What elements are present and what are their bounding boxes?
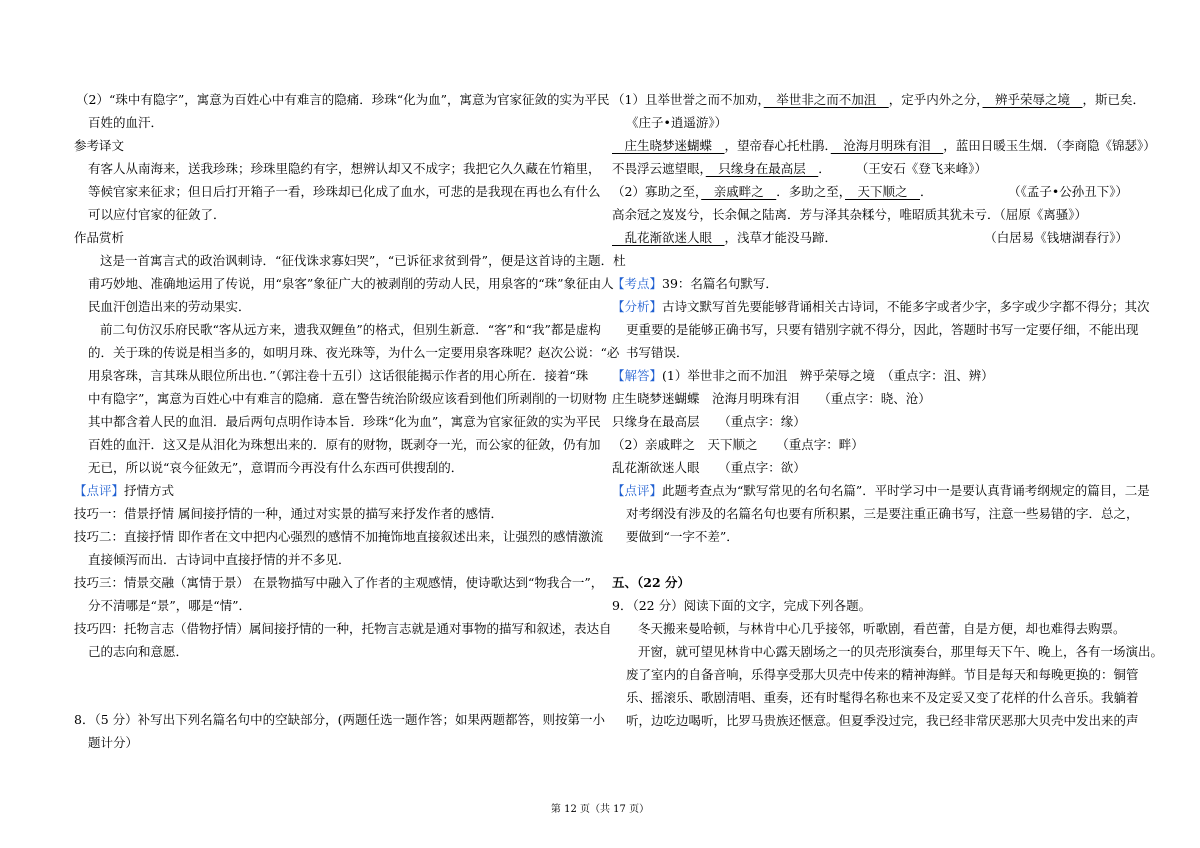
answer-blank: 沧海月明珠有泪 [830, 138, 944, 153]
solution-line: （2）亲戚畔之 天下顺之 （重点字：畔） [612, 437, 864, 452]
passage-line: 冬天搬来曼哈顿，与林肯中心几乎接邻，听歌剧，看芭蕾，自是方便，却也难得去购票。 [638, 621, 1126, 636]
translation-line: 可以应付官家的征敛了． [88, 207, 226, 222]
solution-line [612, 368, 994, 384]
question-8-cont: 题计分） [88, 735, 139, 750]
text: ． [920, 184, 933, 199]
solution-line: 庄生晓梦迷蝴蝶 沧海月明珠有泪 （重点字：晓、沧） [612, 391, 931, 406]
appreciation-line: 的．关于珠的传说是相当多的，如明月珠、夜光珠等，为什么一定要用泉客珠呢？赵次公说：“必 [88, 345, 620, 360]
appreciation-line: 百姓的血汗．这又是从泪化为珠想出来的．原有的财物，既剥夺一光，而公家的征敛，仍有加 [88, 437, 601, 452]
technique-3: 技巧三：情景交融（寓情于景） 在景物描写中融入了作者的主观感情，使诗歌达到“物我合一”， [74, 575, 604, 590]
kaodian-text: 39：名篇名句默写． [662, 276, 778, 291]
analysis-line: 书写错误． [626, 345, 689, 360]
appreciation-line: 用泉客珠，言其珠从眼位所出也．”（郭注卷十五引）这话很能揭示作者的用心所在．接着“珠 [88, 368, 589, 383]
poem-line: 高余冠之岌岌兮，长余佩之陆离．芳与泽其杂糅兮，唯昭质其犹未亏．（屈原《离骚》） [612, 207, 1088, 222]
answer-blank: 只缘身在最高层 [705, 161, 819, 176]
passage-line: 听，边吃边喝听，比罗马贵族还惬意。但夏季没过完，我已经非常厌恶那大贝壳中发出来的声 [626, 713, 1139, 728]
fill-line-4 [612, 184, 1128, 200]
comment-line [612, 483, 1150, 499]
source-label: （《孟子•公孙丑下》） [1008, 184, 1128, 199]
comment-line: 要做到“一字不差”． [626, 529, 739, 544]
answer-blank: 举世非之而不加沮 [763, 92, 889, 107]
text: ，望帝春心托杜鹃． [724, 138, 831, 153]
section-5-heading: 五、（22 分） [612, 575, 690, 590]
appreciation-line: 民血汗创造出来的劳动果实． [88, 299, 251, 314]
text: ，定乎内外之分， [888, 92, 983, 107]
solution-tag: 【解答】 [612, 368, 663, 383]
technique-3-cont: 分不清哪是“景”，哪是“情”． [88, 598, 252, 613]
answer-blank: 乱花渐欲迷人眼 [612, 230, 725, 245]
solution-text: (1）举世非之而不加沮 辨乎荣辱之境 （重点字：沮、辨） [662, 368, 994, 383]
comment-text: 此题考查点为“默写常见的名句名篇”．平时学习中一是要认真背诵考纲规定的篇目，二是 [662, 483, 1150, 498]
answer-blank: 天下顺之 [845, 184, 921, 199]
text: （2）寡助之至， [612, 184, 702, 199]
source-line: 《庄子•逍遥游》） [626, 115, 728, 130]
translation-line: 有客人从南海来，送我珍珠；珍珠里隐约有字，想辨认却又不成字；我把它久久藏在竹箱里， [88, 161, 601, 176]
passage-line: 废了室内的自备音响，乐得享受那大贝壳中传来的精神海鲜。节目是每天和每晚更换的：铜管 [626, 667, 1139, 682]
answer-blank: 亲戚畔之 [701, 184, 777, 199]
comment-tag: 【点评】 [612, 483, 663, 498]
page-number: 第 12 页（共 17 页） [550, 804, 650, 815]
appreciation-line: 前二句仿汉乐府民歌“客从远方来，遗我双鲤鱼”的格式，但别生新意．“客”和“我”都是虚构 [100, 322, 601, 337]
text: （1）且举世誉之而不加劝， [612, 92, 764, 107]
technique-1: 技巧一：借景抒情 属间接抒情的一种，通过对实景的描写来抒发作者的感情． [74, 506, 503, 521]
reference-translation-heading: 参考译文 [74, 138, 125, 153]
fill-line-5 [612, 230, 1128, 246]
analysis-line: 更重要的是能够正确书写，只要有错别字就不得分，因此，答题时书写一定要仔细，不能出现 [626, 322, 1139, 337]
technique-2-cont: 直接倾泻而出．古诗词中直接抒情的并不多见． [88, 552, 351, 567]
comment-text: 抒情方式 [124, 483, 175, 498]
technique-2: 技巧二：直接抒情 即作者在文中把内心强烈的感情不加掩饰地直接叙述出来，让强烈的感情激流 [74, 529, 603, 544]
solution-line: 只缘身在最高层 （重点字：缘） [612, 414, 806, 429]
text: 不畏浮云遮望眼， [612, 161, 706, 176]
text: ，蓝田日暖玉生烟．（李商隐《锦瑟》） [943, 138, 1156, 153]
comment-tag: 【点评】 [74, 483, 125, 498]
appreciation-line: 无已，所以说“哀今征敛无”，意谓而今再没有什么东西可供搜刮的． [88, 460, 464, 475]
answer-blank: 庄生晓梦迷蝴蝶 [612, 138, 725, 153]
comment-line: 对考纲没有涉及的名篇名句也要有所积累，三是要注重正确书写，注意一些易错的字．总之， [626, 506, 1139, 521]
text: ． （王安石《登飞来峰》） [818, 161, 988, 176]
answer-2-line: 百姓的血汗． [88, 115, 164, 130]
kaodian-tag: 【考点】 [612, 276, 663, 291]
analysis-tag: 【分析】 [612, 299, 663, 314]
technique-4: 技巧四：托物言志（借物抒情）属间接抒情的一种，托物言志就是通对事物的描写和叙述，表达自 [74, 621, 612, 636]
fill-line-2 [612, 138, 1156, 154]
comment-line [74, 483, 174, 499]
technique-4-cont: 己的志向和意愿． [88, 644, 189, 659]
fill-line-3 [612, 161, 987, 177]
appreciation-line: 这是一首寓言式的政治讽刺诗．“征伐诛求寡妇哭”，“已诉征求贫到骨”，便是这首诗的主题．杜 [100, 253, 626, 268]
appreciation-line: 甫巧妙地、准确地运用了传说，用“泉客”象征广大的被剥削的劳动人民，用泉客的“珠”象征由人 [88, 276, 614, 291]
text: ，斯已矣． [1082, 92, 1146, 107]
passage-line: 开窗，就可望见林肯中心露天剧场之一的贝壳形演奏台，那里每天下午、晚上，各有一场演出。 [638, 644, 1164, 659]
text: ，浅草才能没马蹄． [724, 230, 838, 245]
appreciation-heading: 作品赏析 [74, 230, 125, 245]
translation-line: 等候官家来征求；但日后打开箱子一看，珍珠却已化成了血水，可悲的是我现在再也么有什么 [88, 184, 601, 199]
appreciation-line: 其中都含着人民的血泪．最后两句点明作诗本旨．珍珠“化为血”，寓意为官家征敛的实为平民 [88, 414, 601, 429]
analysis-text: 古诗文默写首先要能够背诵相关古诗词，不能多字或者少字，多字或少字都不得分；其次 [662, 299, 1150, 314]
question-9: 9．（22 分）阅读下面的文字，完成下列各题。 [612, 598, 872, 613]
answer-2-line: （2）“珠中有隐字”，寓意为百姓心中有难言的隐痛．珍珠“化为血”，寓意为官家征敛的实为平民 [76, 92, 610, 107]
solution-line: 乱花渐欲迷人眼 （重点字：欲） [612, 460, 806, 475]
answer-blank: 辨乎荣辱之境 [982, 92, 1083, 107]
analysis-line [612, 299, 1150, 315]
passage-line: 乐、摇滚乐、歌剧清唱、重奏，还有时髦得名称也来不及定妥又变了花样的什么音乐。我躺着 [626, 690, 1139, 705]
source-label: （白居易《钱塘湖春行》） [984, 230, 1128, 245]
question-8: 8．（5 分）补写出下列名篇名句中的空缺部分，(两题任选一题作答；如果两题都答，则按第一小 [74, 712, 606, 727]
fill-line-1 [612, 92, 1145, 108]
appreciation-line: 中有隐字”，寓意为百姓心中有难言的隐痛．意在警告统治阶级应该看到他们所剥削的一切财物 [88, 391, 607, 406]
kaodian-line [612, 276, 778, 292]
text: ．多助之至， [776, 184, 845, 199]
